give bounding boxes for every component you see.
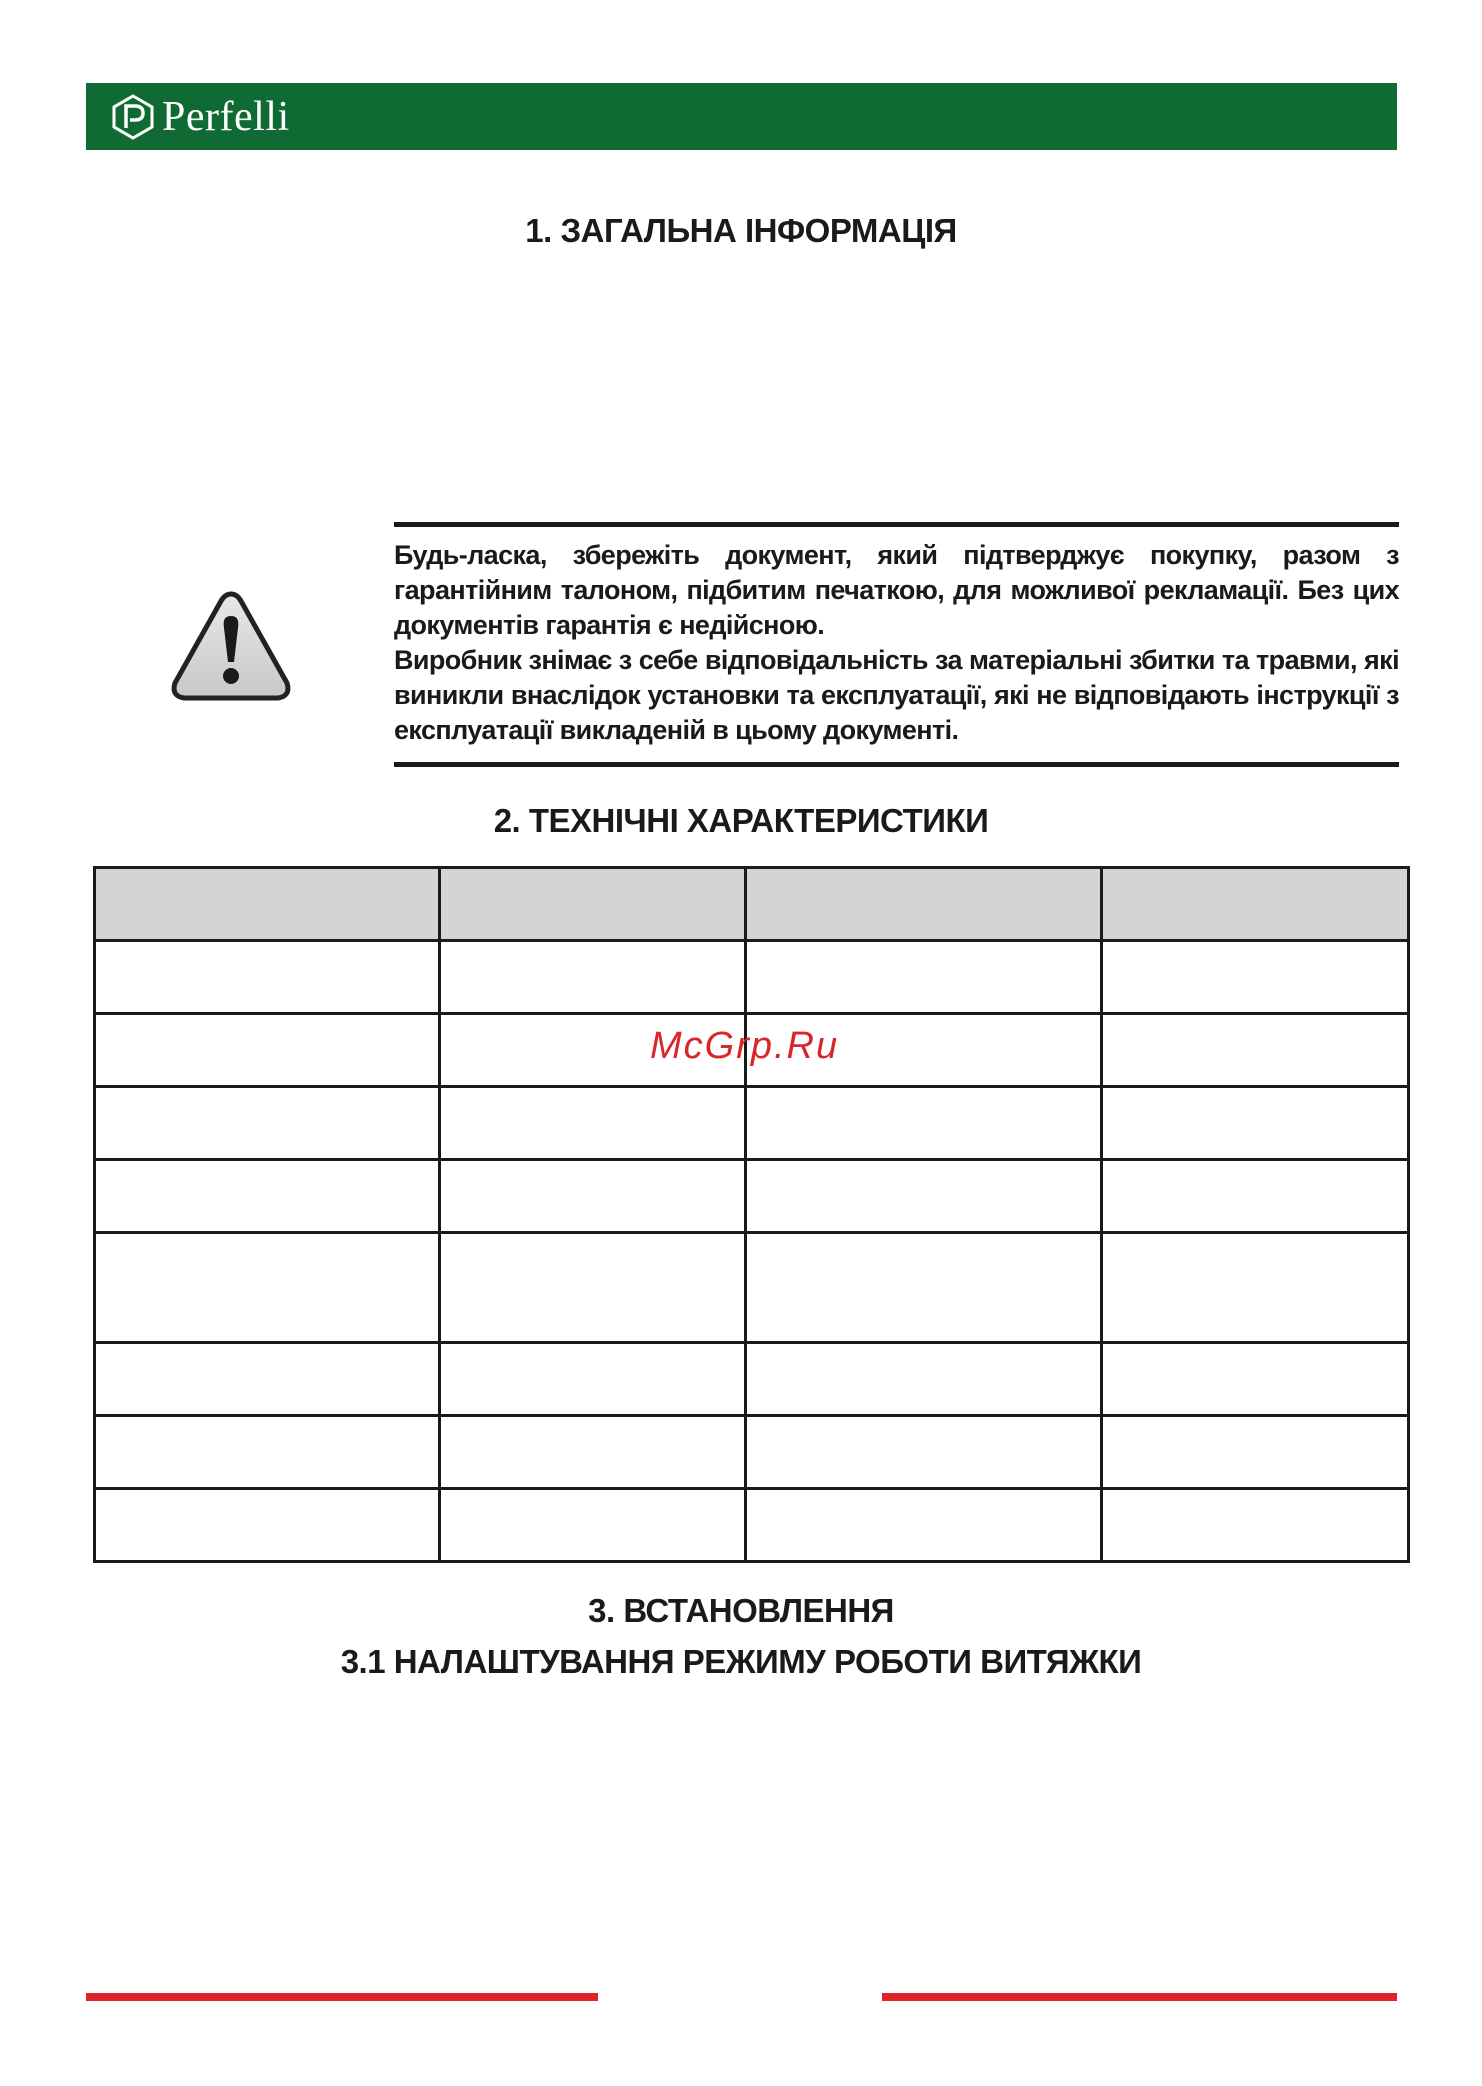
- table-row: [95, 1087, 1409, 1160]
- table-cell: [746, 1416, 1102, 1489]
- table-cell: [440, 1087, 746, 1160]
- table-cell: [95, 1343, 440, 1416]
- table-cell: [95, 1014, 440, 1087]
- table-row: [95, 1416, 1409, 1489]
- table-cell: [95, 1233, 440, 1343]
- table-header-cell: [95, 868, 440, 941]
- table-row: [95, 941, 1409, 1014]
- table-cell: [440, 1160, 746, 1233]
- table-header-row: [95, 868, 1409, 941]
- header-bar: [86, 83, 1397, 150]
- perfelli-p-logo-icon: [110, 94, 156, 140]
- brand-logo: [110, 93, 290, 141]
- table-cell: [746, 941, 1102, 1014]
- table-cell: [1102, 1087, 1409, 1160]
- warning-text: [394, 538, 1399, 748]
- table-cell: [1102, 1343, 1409, 1416]
- table-cell: [1102, 1489, 1409, 1562]
- table-cell: [95, 1087, 440, 1160]
- table-cell: [1102, 1233, 1409, 1343]
- table-header-cell: [440, 868, 746, 941]
- table-cell: [1102, 1416, 1409, 1489]
- warning-paragraph-1: Будь-ласка, збережіть документ, який підтверджує покупку, разом з гарантійним талоном, підбитим печаткою, для можливої рекламації. Без цих документів гарантія є недійсною.: [394, 540, 1399, 640]
- brand-name: Perfelli: [162, 94, 290, 140]
- warning-triangle-icon: [168, 588, 294, 704]
- table-cell: [440, 1343, 746, 1416]
- table-cell: [95, 1416, 440, 1489]
- table-cell: [95, 1160, 440, 1233]
- table-cell: [95, 1489, 440, 1562]
- warning-bottom-rule: [394, 762, 1399, 767]
- section-1-title: 1. ЗАГАЛЬНА ІНФОРМАЦІЯ: [525, 212, 957, 249]
- table-cell: [95, 941, 440, 1014]
- table-cell: [1102, 941, 1409, 1014]
- table-row: [95, 1233, 1409, 1343]
- table-header-cell: [746, 868, 1102, 941]
- footer-line-left: [86, 1993, 598, 2001]
- table-cell: [440, 941, 746, 1014]
- table-cell: [746, 1087, 1102, 1160]
- table-row: [95, 1160, 1409, 1233]
- table-cell: [1102, 1160, 1409, 1233]
- section-2-title: 2. ТЕХНІЧНІ ХАРАКТЕРИСТИКИ: [493, 802, 989, 839]
- table-header-cell: [1102, 868, 1409, 941]
- warning-top-rule: [394, 522, 1399, 527]
- table-row: [95, 1489, 1409, 1562]
- footer-line-right: [882, 1993, 1397, 2001]
- table-cell: [746, 1489, 1102, 1562]
- table-cell: [746, 1233, 1102, 1343]
- table-cell: [746, 1160, 1102, 1233]
- warning-paragraph-2: Виробник знімає з себе відповідальність за матеріальні збитки та травми, які виникли внаслідок установки та експлуатації, які не відповідають інструкції з експлуатації викладеній в цьому документі.: [394, 645, 1399, 745]
- table-cell: [440, 1489, 746, 1562]
- section-3-subtitle: 3.1 НАЛАШТУВАННЯ РЕЖИМУ РОБОТИ ВИТЯЖКИ: [340, 1643, 1142, 1680]
- table-cell: [1102, 1014, 1409, 1087]
- table-row: [95, 1343, 1409, 1416]
- table-cell: [440, 1416, 746, 1489]
- watermark-text: McGrp.Ru: [650, 1025, 840, 1067]
- table-cell: [440, 1233, 746, 1343]
- table-cell: [746, 1343, 1102, 1416]
- spec-table: [93, 866, 1410, 1563]
- section-3-title: 3. ВСТАНОВЛЕННЯ: [588, 1592, 894, 1629]
